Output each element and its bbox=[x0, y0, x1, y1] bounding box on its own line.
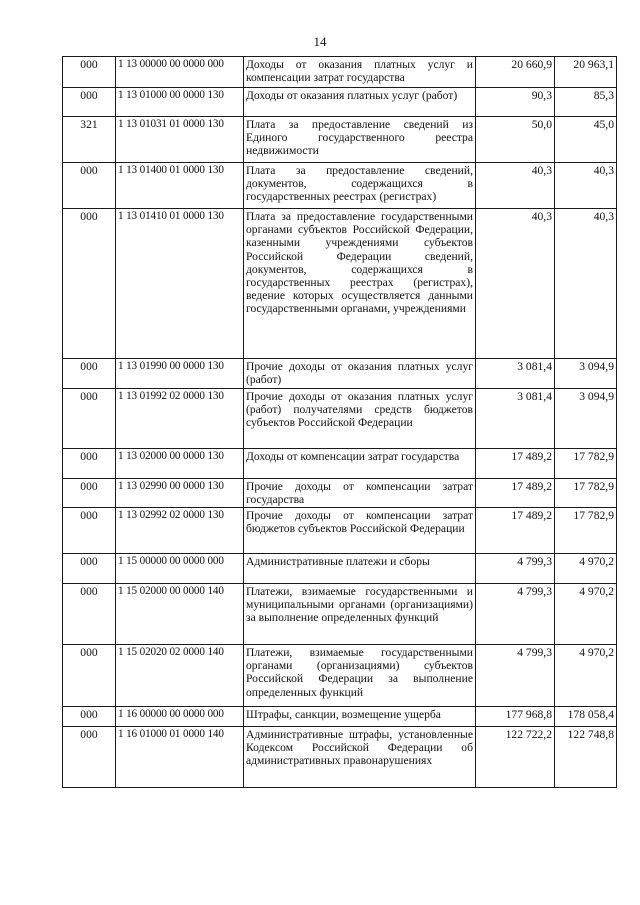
amount-year1-cell: 4 799,3 bbox=[476, 584, 555, 645]
table-row bbox=[63, 727, 617, 788]
admin-code-cell: 321 bbox=[63, 117, 116, 163]
revenue-name-cell: Штрафы, санкции, возмещение ущерба bbox=[244, 707, 476, 727]
amount-year1-cell: 3 081,4 bbox=[476, 389, 555, 449]
amount-year1-cell: 50,0 bbox=[476, 117, 555, 163]
revenue-name-cell: Платежи, взимаемые государственными и муниципальными органами (организациями) за выполнение определенных функций bbox=[244, 584, 476, 645]
amount-year1-cell: 20 660,9 bbox=[476, 57, 555, 88]
revenue-name-cell: Плата за предоставление сведений из Единого государственного реестра недвижимости bbox=[244, 117, 476, 163]
budget-code-cell: 1 13 01031 01 0000 130 bbox=[116, 117, 244, 163]
amount-year2-cell: 17 782,9 bbox=[555, 449, 617, 479]
amount-year2-cell: 20 963,1 bbox=[555, 57, 617, 88]
amount-year2-cell: 40,3 bbox=[555, 163, 617, 209]
amount-year1-cell: 17 489,2 bbox=[476, 479, 555, 508]
table-row bbox=[63, 479, 617, 508]
revenue-name-cell: Прочие доходы от оказания платных услуг (работ) bbox=[244, 359, 476, 389]
amount-year1-cell: 17 489,2 bbox=[476, 449, 555, 479]
admin-code-cell: 000 bbox=[63, 645, 116, 707]
budget-code-cell: 1 13 02990 00 0000 130 bbox=[116, 479, 244, 508]
amount-year1-cell: 90,3 bbox=[476, 88, 555, 117]
table-row bbox=[63, 449, 617, 479]
budget-code-cell: 1 15 00000 00 0000 000 bbox=[116, 554, 244, 584]
revenue-name-cell: Доходы от компенсации затрат государства bbox=[244, 449, 476, 479]
revenue-name-cell: Платежи, взимаемые государственными органами (организациями) субъектов Российской Федерации за выполнение определенных функций bbox=[244, 645, 476, 707]
amount-year2-cell: 4 970,2 bbox=[555, 554, 617, 584]
admin-code-cell: 000 bbox=[63, 508, 116, 554]
budget-code-cell: 1 13 01992 02 0000 130 bbox=[116, 389, 244, 449]
amount-year2-cell: 4 970,2 bbox=[555, 645, 617, 707]
revenue-name-cell: Прочие доходы от оказания платных услуг (работ) получателями средств бюджетов субъектов Российской Федерации bbox=[244, 389, 476, 449]
budget-code-cell: 1 15 02020 02 0000 140 bbox=[116, 645, 244, 707]
revenue-name-cell: Административные штрафы, установленные Кодексом Российской Федерации об административных правонарушениях bbox=[244, 727, 476, 788]
amount-year1-cell: 40,3 bbox=[476, 209, 555, 359]
amount-year2-cell: 178 058,4 bbox=[555, 707, 617, 727]
table-row bbox=[63, 584, 617, 645]
revenue-name-cell: Прочие доходы от компенсации затрат государства bbox=[244, 479, 476, 508]
admin-code-cell: 000 bbox=[63, 163, 116, 209]
table-row bbox=[63, 359, 617, 389]
admin-code-cell: 000 bbox=[63, 479, 116, 508]
admin-code-cell: 000 bbox=[63, 449, 116, 479]
budget-code-cell: 1 13 01000 00 0000 130 bbox=[116, 88, 244, 117]
admin-code-cell: 000 bbox=[63, 57, 116, 88]
table-row bbox=[63, 88, 617, 117]
amount-year2-cell: 17 782,9 bbox=[555, 508, 617, 554]
admin-code-cell: 000 bbox=[63, 727, 116, 788]
amount-year2-cell: 4 970,2 bbox=[555, 584, 617, 645]
budget-code-cell: 1 13 01410 01 0000 130 bbox=[116, 209, 244, 359]
amount-year2-cell: 17 782,9 bbox=[555, 479, 617, 508]
admin-code-cell: 000 bbox=[63, 359, 116, 389]
table-row bbox=[63, 163, 617, 209]
revenue-name-cell: Доходы от оказания платных услуг (работ) bbox=[244, 88, 476, 117]
budget-code-cell: 1 13 02000 00 0000 130 bbox=[116, 449, 244, 479]
table-row bbox=[63, 554, 617, 584]
amount-year1-cell: 4 799,3 bbox=[476, 645, 555, 707]
revenue-name-cell: Плата за предоставление государственными органами субъектов Российской Федерации, казенными учреждениями субъектов Российской Федерации сведений, документов, содержащихся в государственных реестрах (регистрах), ведение которых осуществляется данными государственными органами, учреждениями bbox=[244, 209, 476, 359]
table-row bbox=[63, 508, 617, 554]
admin-code-cell: 000 bbox=[63, 554, 116, 584]
budget-code-cell: 1 13 02992 02 0000 130 bbox=[116, 508, 244, 554]
budget-code-cell: 1 16 00000 00 0000 000 bbox=[116, 707, 244, 727]
revenue-table bbox=[62, 56, 617, 788]
amount-year2-cell: 40,3 bbox=[555, 209, 617, 359]
admin-code-cell: 000 bbox=[63, 389, 116, 449]
amount-year1-cell: 122 722,2 bbox=[476, 727, 555, 788]
amount-year1-cell: 17 489,2 bbox=[476, 508, 555, 554]
table-row bbox=[63, 117, 617, 163]
amount-year2-cell: 45,0 bbox=[555, 117, 617, 163]
page-number: 14 bbox=[313, 34, 327, 49]
budget-code-cell: 1 13 01990 00 0000 130 bbox=[116, 359, 244, 389]
revenue-name-cell: Административные платежи и сборы bbox=[244, 554, 476, 584]
table-row bbox=[63, 645, 617, 707]
budget-code-cell: 1 13 01400 01 0000 130 bbox=[116, 163, 244, 209]
table-row bbox=[63, 389, 617, 449]
amount-year2-cell: 85,3 bbox=[555, 88, 617, 117]
budget-code-cell: 1 15 02000 00 0000 140 bbox=[116, 584, 244, 645]
amount-year1-cell: 3 081,4 bbox=[476, 359, 555, 389]
amount-year2-cell: 3 094,9 bbox=[555, 359, 617, 389]
budget-code-cell: 1 16 01000 01 0000 140 bbox=[116, 727, 244, 788]
revenue-name-cell: Прочие доходы от компенсации затрат бюджетов субъектов Российской Федерации bbox=[244, 508, 476, 554]
budget-code-cell: 1 13 00000 00 0000 000 bbox=[116, 57, 244, 88]
revenue-name-cell: Доходы от оказания платных услуг и компенсации затрат государства bbox=[244, 57, 476, 88]
amount-year2-cell: 3 094,9 bbox=[555, 389, 617, 449]
admin-code-cell: 000 bbox=[63, 584, 116, 645]
admin-code-cell: 000 bbox=[63, 209, 116, 359]
amount-year1-cell: 4 799,3 bbox=[476, 554, 555, 584]
amount-year1-cell: 177 968,8 bbox=[476, 707, 555, 727]
table-row bbox=[63, 57, 617, 88]
amount-year2-cell: 122 748,8 bbox=[555, 727, 617, 788]
table-row bbox=[63, 707, 617, 727]
admin-code-cell: 000 bbox=[63, 88, 116, 117]
revenue-name-cell: Плата за предоставление сведений, документов, содержащихся в государственных реестрах (регистрах) bbox=[244, 163, 476, 209]
amount-year1-cell: 40,3 bbox=[476, 163, 555, 209]
admin-code-cell: 000 bbox=[63, 707, 116, 727]
table-row bbox=[63, 209, 617, 359]
